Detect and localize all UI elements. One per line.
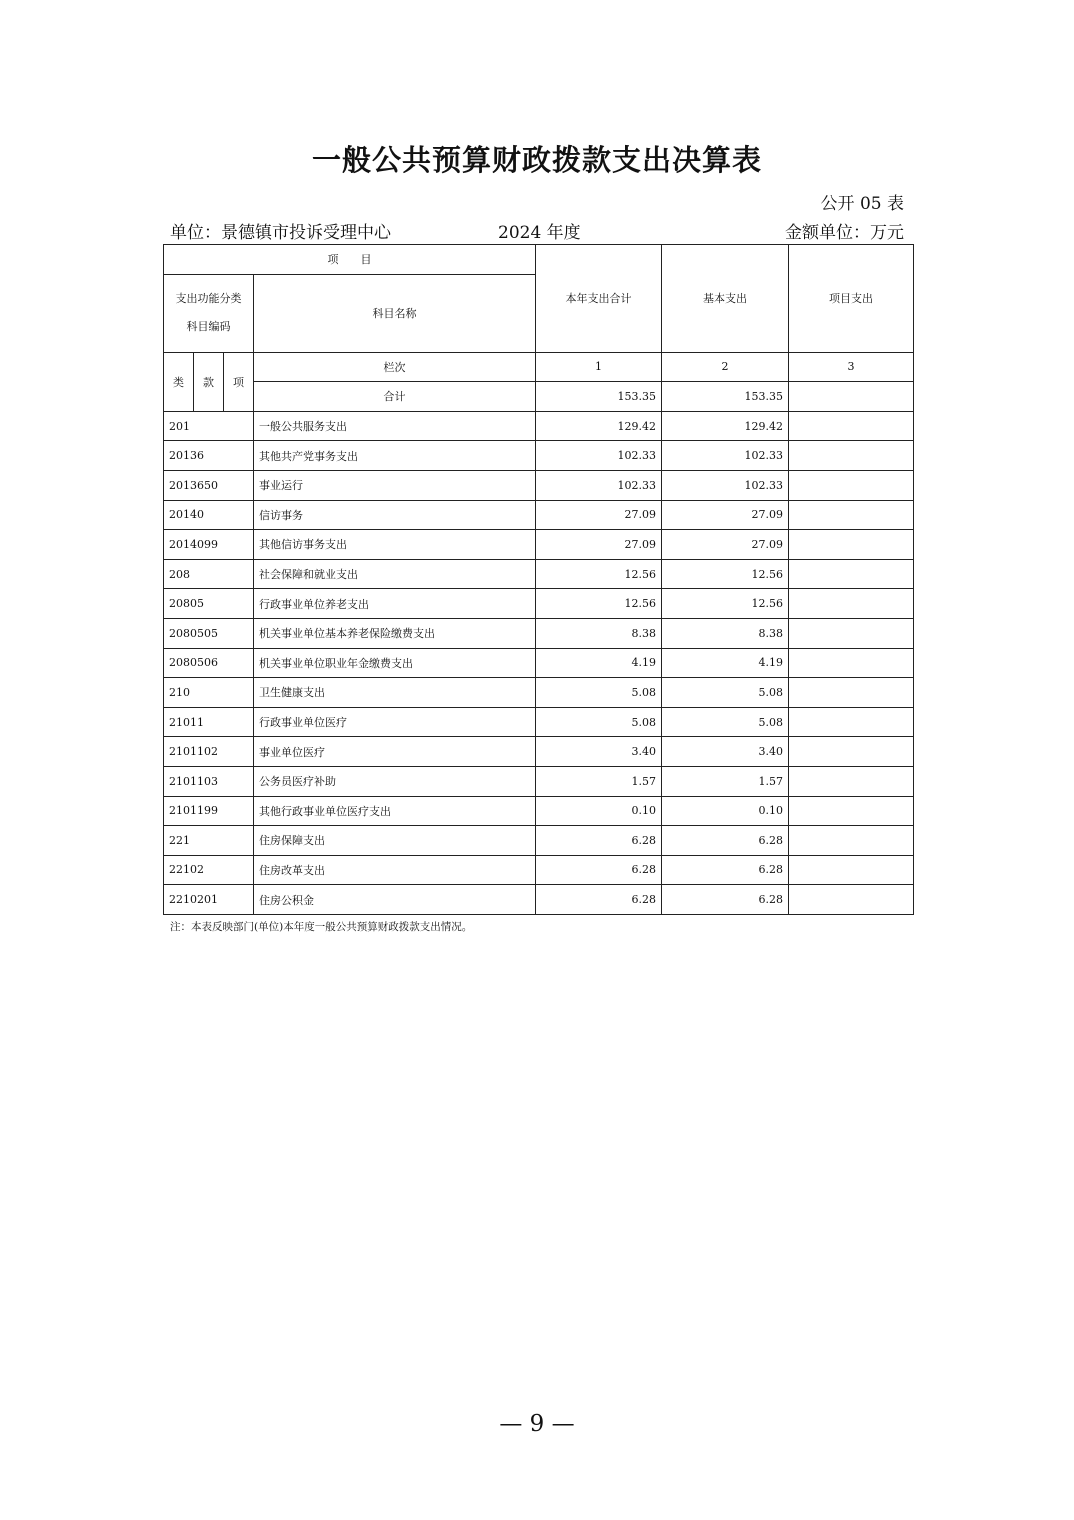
money-unit-label: 金额单位：万元: [785, 223, 904, 243]
row-basic: 5.08: [662, 678, 789, 708]
header-basic: 基本支出: [662, 245, 789, 353]
row-project: [789, 441, 914, 471]
row-project: [789, 618, 914, 648]
table-row: [164, 707, 914, 737]
row-project: [789, 855, 914, 885]
page-number: — 9 —: [499, 1411, 575, 1437]
row-project: [789, 707, 914, 737]
table-row: [164, 559, 914, 589]
row-project: [789, 678, 914, 708]
row-name: 其他信访事务支出: [254, 530, 536, 560]
row-project: [789, 589, 914, 619]
row-code: 2014099: [164, 530, 254, 560]
row-name: 机关事业单位职业年金缴费支出: [254, 648, 536, 678]
row-project: [789, 411, 914, 441]
row-name: 一般公共服务支出: [254, 411, 536, 441]
row-project: [789, 530, 914, 560]
row-code: 201: [164, 411, 254, 441]
row-basic: 27.09: [662, 530, 789, 560]
row-basic: 27.09: [662, 500, 789, 530]
totals-project: [789, 382, 914, 412]
row-name: 信访事务: [254, 500, 536, 530]
header-func-code: 支出功能分类科目编码: [164, 274, 254, 352]
row-basic: 3.40: [662, 737, 789, 767]
row-code: 221: [164, 826, 254, 856]
row-total: 12.56: [536, 589, 662, 619]
table-row: [164, 411, 914, 441]
row-name: 行政事业单位医疗: [254, 707, 536, 737]
header-item: 项 目: [164, 245, 536, 275]
row-total: 0.10: [536, 796, 662, 826]
header-lei: 类: [164, 352, 194, 411]
row-basic: 8.38: [662, 618, 789, 648]
row-total: 6.28: [536, 826, 662, 856]
unit-label: 单位：景德镇市投诉受理中心: [170, 223, 391, 243]
row-basic: 102.33: [662, 470, 789, 500]
row-name: 社会保障和就业支出: [254, 559, 536, 589]
row-basic: 5.08: [662, 707, 789, 737]
table-row: [164, 826, 914, 856]
table-row: [164, 618, 914, 648]
table-row: [164, 470, 914, 500]
row-total: 3.40: [536, 737, 662, 767]
table-row: [164, 678, 914, 708]
row-code: 2101102: [164, 737, 254, 767]
table-note: 注：本表反映部门(单位)本年度一般公共预算财政拨款支出情况。: [170, 921, 473, 933]
row-name: 卫生健康支出: [254, 678, 536, 708]
table-row: [164, 648, 914, 678]
table-row: [164, 441, 914, 471]
table-row: [164, 796, 914, 826]
row-name: 其他行政事业单位医疗支出: [254, 796, 536, 826]
row-name: 公务员医疗补助: [254, 766, 536, 796]
row-total: 102.33: [536, 470, 662, 500]
row-total: 4.19: [536, 648, 662, 678]
header-total: 本年支出合计: [536, 245, 662, 353]
header-lanci: 栏次: [254, 352, 536, 382]
row-code: 210: [164, 678, 254, 708]
header-col1: 1: [536, 352, 662, 382]
table-row: [164, 855, 914, 885]
row-name: 住房保障支出: [254, 826, 536, 856]
header-xiang: 项: [224, 352, 254, 411]
row-total: 5.08: [536, 678, 662, 708]
row-total: 1.57: [536, 766, 662, 796]
row-name: 其他共产党事务支出: [254, 441, 536, 471]
header-col2: 2: [662, 352, 789, 382]
row-basic: 6.28: [662, 855, 789, 885]
row-basic: 102.33: [662, 441, 789, 471]
row-basic: 6.28: [662, 885, 789, 915]
row-basic: 129.42: [662, 411, 789, 441]
row-project: [789, 737, 914, 767]
row-total: 27.09: [536, 530, 662, 560]
totals-basic: 153.35: [662, 382, 789, 412]
row-total: 5.08: [536, 707, 662, 737]
page-title: 一般公共预算财政拨款支出决算表: [311, 143, 762, 177]
row-code: 21011: [164, 707, 254, 737]
budget-table: [163, 244, 914, 915]
row-total: 12.56: [536, 559, 662, 589]
table-row: [164, 885, 914, 915]
row-total: 129.42: [536, 411, 662, 441]
row-project: [789, 648, 914, 678]
row-code: 20805: [164, 589, 254, 619]
row-project: [789, 826, 914, 856]
row-basic: 12.56: [662, 589, 789, 619]
form-number: 公开 05 表: [820, 194, 904, 214]
table-row: [164, 500, 914, 530]
row-code: 2101199: [164, 796, 254, 826]
row-basic: 4.19: [662, 648, 789, 678]
row-code: 2210201: [164, 885, 254, 915]
row-basic: 0.10: [662, 796, 789, 826]
totals-label: 合计: [254, 382, 536, 412]
header-project: 项目支出: [789, 245, 914, 353]
header-col3: 3: [789, 352, 914, 382]
row-project: [789, 500, 914, 530]
row-name: 事业单位医疗: [254, 737, 536, 767]
header-subject-name: 科目名称: [254, 274, 536, 352]
row-name: 行政事业单位养老支出: [254, 589, 536, 619]
row-project: [789, 766, 914, 796]
row-code: 20140: [164, 500, 254, 530]
row-code: 20136: [164, 441, 254, 471]
row-code: 2013650: [164, 470, 254, 500]
row-total: 6.28: [536, 885, 662, 915]
row-total: 102.33: [536, 441, 662, 471]
row-code: 2080506: [164, 648, 254, 678]
row-name: 事业运行: [254, 470, 536, 500]
row-name: 机关事业单位基本养老保险缴费支出: [254, 618, 536, 648]
row-project: [789, 470, 914, 500]
row-project: [789, 796, 914, 826]
table-row: [164, 766, 914, 796]
totals-total: 153.35: [536, 382, 662, 412]
row-name: 住房公积金: [254, 885, 536, 915]
row-project: [789, 559, 914, 589]
row-total: 27.09: [536, 500, 662, 530]
row-total: 8.38: [536, 618, 662, 648]
row-code: 2080505: [164, 618, 254, 648]
table-row: [164, 589, 914, 619]
row-basic: 12.56: [662, 559, 789, 589]
row-code: 2101103: [164, 766, 254, 796]
row-name: 住房改革支出: [254, 855, 536, 885]
row-code: 22102: [164, 855, 254, 885]
table-row: [164, 530, 914, 560]
year-label: 2024 年度: [498, 223, 581, 243]
row-total: 6.28: [536, 855, 662, 885]
header-kuan: 款: [194, 352, 224, 411]
row-project: [789, 885, 914, 915]
table-row: [164, 737, 914, 767]
row-basic: 6.28: [662, 826, 789, 856]
row-code: 208: [164, 559, 254, 589]
row-basic: 1.57: [662, 766, 789, 796]
